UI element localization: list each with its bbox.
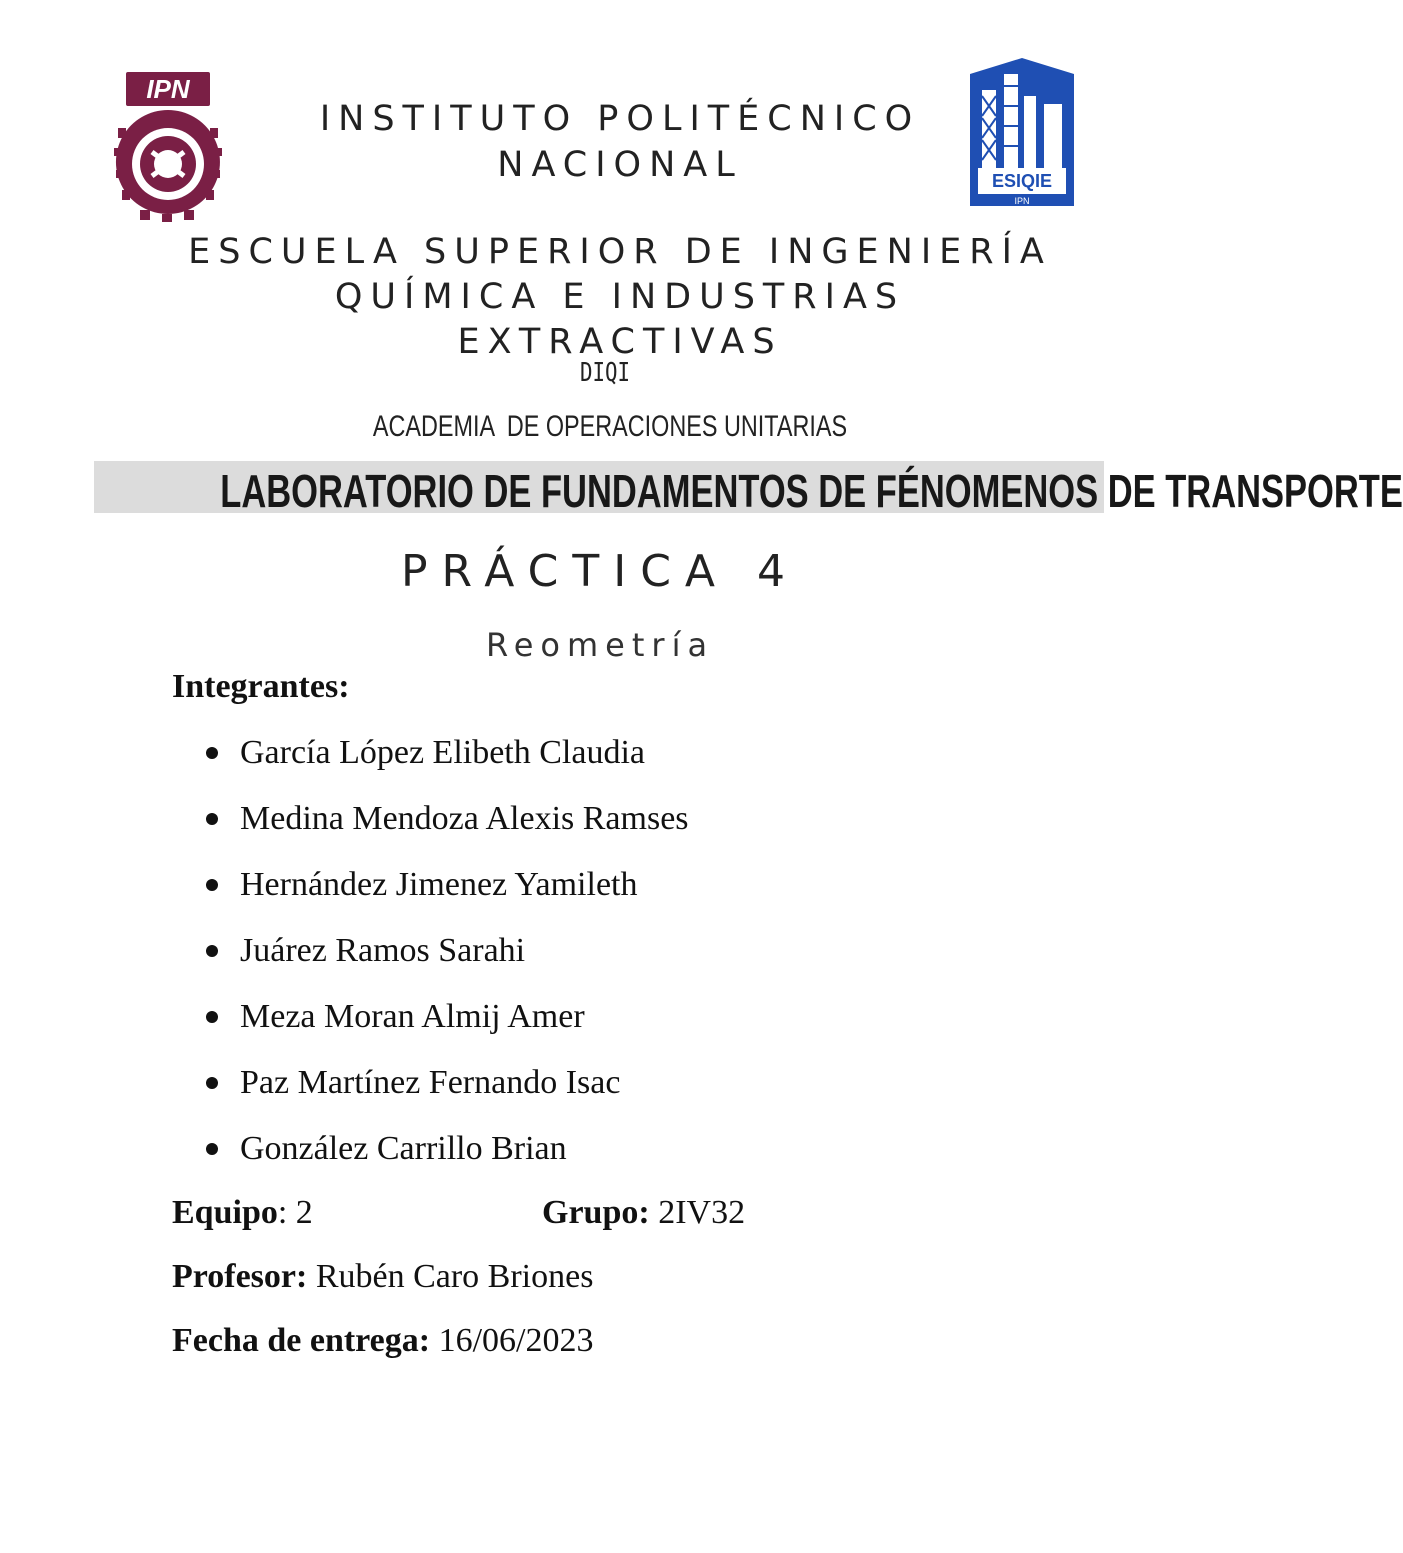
professor-label: Profesor:	[172, 1258, 308, 1295]
professor-info	[172, 1258, 593, 1296]
professor-value: Rubén Caro Briones	[307, 1258, 594, 1295]
bullet-icon	[206, 1143, 218, 1155]
svg-text:ESIQIE: ESIQIE	[991, 171, 1053, 191]
group-info	[542, 1194, 745, 1232]
delivery-date-label: Fecha de entrega:	[172, 1322, 431, 1359]
list-item	[200, 794, 689, 860]
bullet-icon	[206, 1077, 218, 1089]
group-value: 2IV32	[649, 1194, 746, 1231]
members-list	[200, 728, 689, 1190]
department-label: DIQI	[579, 358, 631, 388]
team-info	[172, 1194, 313, 1232]
delivery-date-value: 16/06/2023	[430, 1322, 594, 1359]
bullet-icon	[206, 945, 218, 957]
member-name: González Carrillo Brian	[240, 1130, 567, 1167]
bullet-icon	[206, 813, 218, 825]
school-line-1: ESCUELA SUPERIOR DE INGENIERÍA	[188, 232, 1052, 272]
svg-text:IPN: IPN	[146, 74, 190, 104]
school-line-3: EXTRACTIVAS	[457, 322, 783, 362]
bullet-icon	[206, 879, 218, 891]
institution-line-1: INSTITUTO POLITÉCNICO	[319, 99, 921, 139]
bullet-icon	[206, 1011, 218, 1023]
member-name: Medina Mendoza Alexis Ramses	[240, 800, 689, 837]
ipn-logo	[112, 68, 224, 224]
svg-text:IPN: IPN	[1014, 196, 1030, 206]
practice-title: PRÁCTICA 4	[400, 546, 800, 597]
members-label: Integrantes:	[172, 668, 350, 705]
member-name: Juárez Ramos Sarahi	[240, 932, 526, 969]
practice-subtitle: Reometría	[485, 626, 715, 664]
institution-line-2: NACIONAL	[497, 145, 743, 185]
academy-label: ACADEMIA DE OPERACIONES UNITARIAS	[372, 410, 848, 443]
member-name: García López Elibeth Claudia	[240, 734, 645, 771]
institution-title	[240, 96, 1000, 188]
team-value: : 2	[277, 1194, 313, 1231]
member-name: Meza Moran Almij Amer	[240, 998, 585, 1035]
list-item	[200, 1124, 689, 1190]
team-label: Equipo	[172, 1194, 278, 1231]
member-name: Hernández Jimenez Yamileth	[240, 866, 638, 903]
list-item	[200, 992, 689, 1058]
bullet-icon	[206, 747, 218, 759]
list-item	[200, 728, 689, 794]
list-item	[200, 860, 689, 926]
group-label: Grupo:	[542, 1194, 650, 1231]
list-item	[200, 926, 689, 992]
school-title	[160, 230, 1080, 365]
delivery-date-info	[172, 1322, 593, 1360]
school-line-2: QUÍMICA E INDUSTRIAS	[334, 277, 906, 317]
laboratory-title: LABORATORIO DE FUNDAMENTOS DE FÉNOMENOS DE TRANSPORTE	[220, 465, 1403, 517]
list-item	[200, 1058, 689, 1124]
member-name: Paz Martínez Fernando Isac	[240, 1064, 621, 1101]
